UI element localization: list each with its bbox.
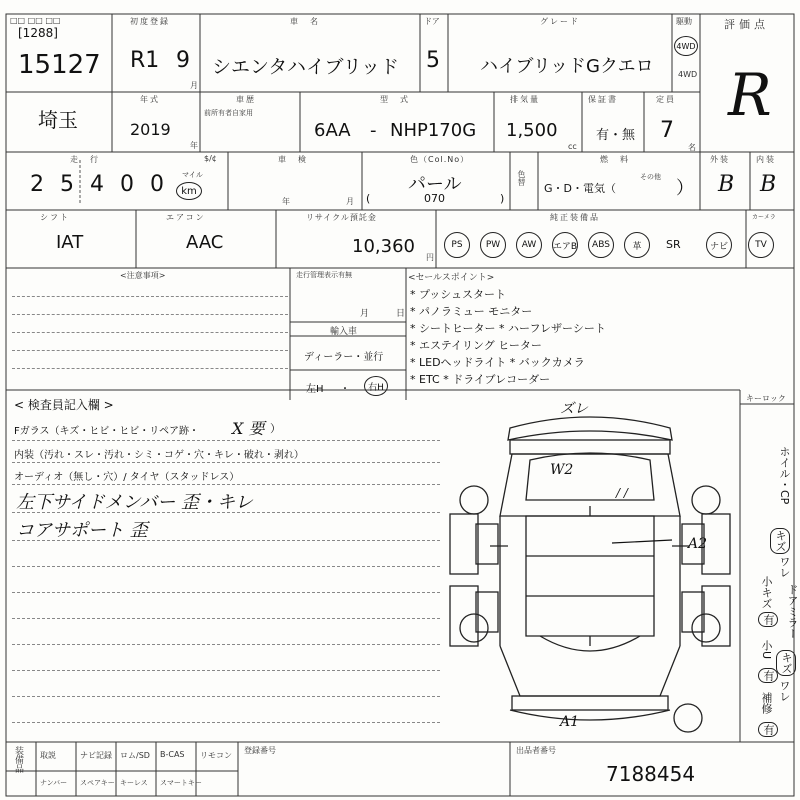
equipment-item: TV bbox=[748, 232, 774, 258]
steering-dot: ・ bbox=[340, 384, 350, 395]
equipment-item: SR bbox=[666, 238, 681, 251]
inspector-title: < 検査員記入欄 > bbox=[14, 398, 114, 412]
mileage-mile: マイル bbox=[182, 171, 203, 179]
side-text-3: ワレ bbox=[778, 556, 791, 578]
fuel-label: 燃 料 bbox=[600, 155, 630, 164]
mileage-digit: 0 bbox=[150, 172, 164, 197]
color: パール bbox=[408, 174, 462, 195]
year-unit: 年 bbox=[190, 141, 198, 150]
sales-point: * ETC * ドライブレコーダー bbox=[410, 373, 551, 386]
sheet-ref: □□ □□ □□ bbox=[10, 16, 61, 25]
equipment-item: ナビ bbox=[706, 232, 732, 258]
first-reg-label: 初度登録 bbox=[130, 17, 170, 26]
inspector-line bbox=[12, 618, 440, 619]
import-label: 車歴 bbox=[236, 95, 256, 104]
model-label: 型 式 bbox=[380, 95, 410, 104]
sales-point: * パノラミュー モニター bbox=[410, 305, 533, 318]
steering-right: 右H bbox=[364, 376, 388, 396]
mark-a1: A1 bbox=[560, 714, 580, 730]
keylock-label: キーロック bbox=[746, 394, 786, 403]
mileage-digit: 0 bbox=[120, 172, 134, 197]
region: 埼玉 bbox=[38, 108, 78, 132]
score-label: 評価点 bbox=[724, 18, 769, 31]
footer-item: ナビ記録 bbox=[80, 751, 112, 760]
drive-label: 駆動 bbox=[676, 17, 692, 26]
footer-item: ロム/SD bbox=[120, 751, 150, 760]
mark-slash: / / bbox=[616, 486, 628, 500]
sales-point: * シートヒーター * ハーフレザーシート bbox=[410, 322, 606, 335]
notes-line bbox=[12, 350, 288, 351]
cc-unit: cc bbox=[568, 142, 577, 151]
grade-label: グレード bbox=[540, 17, 580, 26]
fuel-other: その他 bbox=[640, 173, 661, 181]
recycle-fee: 10,360 bbox=[352, 236, 415, 257]
mileage-label: 走 行 bbox=[70, 155, 100, 164]
era: R1 bbox=[130, 48, 160, 73]
inspector-line bbox=[12, 644, 440, 645]
footer-item: キーレス bbox=[120, 779, 148, 787]
record-month: 月 bbox=[360, 309, 370, 319]
sales-point: * LEDヘッドライト * バックカメラ bbox=[410, 356, 585, 369]
footer-label: 装備品 bbox=[13, 746, 23, 773]
fuel-close: ） bbox=[676, 178, 694, 199]
interior-label: 内装 bbox=[756, 155, 776, 164]
sales-label: <セールスポイント> bbox=[408, 273, 495, 283]
exterior-label: 外装 bbox=[710, 155, 730, 164]
side-text-2: キズ bbox=[770, 528, 790, 554]
aircon-label: エアコン bbox=[166, 213, 206, 222]
side-text-6: 有 bbox=[758, 612, 778, 627]
exhibitor-label: 出品者番号 bbox=[516, 746, 556, 755]
model-year: 2019 bbox=[130, 120, 171, 139]
side-text-7: 小U bbox=[760, 640, 773, 660]
model-dash: - bbox=[370, 120, 377, 141]
inspection-year-unit: 年 bbox=[282, 197, 290, 206]
footer-item: スマートキー bbox=[160, 779, 202, 787]
side-text-1: ホイル・CP bbox=[778, 446, 791, 505]
side-text-4: ドアミラー bbox=[786, 584, 799, 639]
notes-line bbox=[12, 368, 288, 369]
registration-label: 登録番号 bbox=[244, 746, 276, 755]
equipment-item: エアB bbox=[552, 232, 578, 258]
inspector-line1-close: ） bbox=[270, 422, 281, 435]
warranty: 有・無 bbox=[596, 128, 636, 143]
recolor-label: 色替 bbox=[517, 170, 526, 186]
lot-number: 15127 bbox=[18, 50, 101, 80]
equipment-item: PS bbox=[444, 232, 470, 258]
footer-item: スペアキー bbox=[80, 779, 115, 787]
footer-item: 取説 bbox=[40, 751, 56, 760]
inspector-line bbox=[12, 722, 440, 723]
aircon: AAC bbox=[186, 232, 224, 253]
mark-top: ズレ bbox=[560, 401, 588, 417]
month-unit: 月 bbox=[190, 81, 198, 90]
dealer-parallel: ディーラー・並行 bbox=[304, 352, 384, 363]
side-text-12: 有 bbox=[758, 722, 778, 737]
equipment-item: AW bbox=[516, 232, 542, 258]
shift-label: シフト bbox=[40, 213, 70, 222]
sales-point: * プッシュスタート bbox=[410, 288, 507, 301]
reg-month: 9 bbox=[176, 48, 190, 73]
notes-line bbox=[12, 296, 288, 297]
inspector-line2: 内装（汚れ・スレ・汚れ・シミ・コゲ・穴・キレ・破れ・剥れ） bbox=[14, 450, 304, 461]
seats-unit: 名 bbox=[688, 143, 696, 152]
inspector-handwriting-1: 左下サイドメンバー 歪・キレ bbox=[16, 492, 253, 513]
inspector-line bbox=[12, 592, 440, 593]
model-prefix: 6AA bbox=[314, 120, 351, 141]
side-text-8: 有 bbox=[758, 668, 778, 683]
import-car-label: 輸入車 bbox=[330, 327, 358, 337]
drive-4wd-circled: 4WD bbox=[674, 36, 698, 56]
inspector-line bbox=[12, 670, 440, 671]
engine-cc: 1,500 bbox=[506, 120, 558, 141]
car-name: シエンタハイブリッド bbox=[212, 56, 399, 78]
color-label: 色（Col.No） bbox=[410, 155, 470, 164]
side-text-9: キズ bbox=[776, 650, 796, 676]
warranty-label: 保証書 bbox=[588, 95, 618, 104]
recycle-label: リサイクル預託金 bbox=[306, 213, 377, 222]
inspector-line bbox=[12, 566, 440, 567]
inspector-line bbox=[12, 462, 440, 463]
color-paren-left: ( bbox=[366, 192, 371, 205]
score: R bbox=[728, 61, 772, 129]
inspection-label: 車 検 bbox=[278, 155, 308, 164]
inspector-line1: Fガラス（キズ・ヒビ・ヒビ・リペア跡・ bbox=[14, 426, 200, 437]
sales-point: * エステイリング ヒーター bbox=[410, 339, 542, 352]
inspector-line1-mark: X 要 bbox=[232, 419, 265, 438]
inspector-line bbox=[12, 440, 440, 441]
inspection-month-unit: 月 bbox=[346, 197, 354, 206]
yen-unit: 円 bbox=[426, 253, 434, 262]
mileage-digit: 4 bbox=[90, 172, 104, 197]
mileage-unit: km bbox=[176, 182, 202, 200]
door-label: ドア bbox=[424, 17, 440, 26]
side-text-11: 補修 bbox=[760, 692, 773, 714]
inspector-line bbox=[12, 696, 440, 697]
top-label: [1288] bbox=[18, 26, 58, 40]
camera-label: カーメラ bbox=[752, 214, 776, 221]
notes-line bbox=[12, 314, 288, 315]
drive-4wd: 4WD bbox=[678, 70, 698, 79]
inspector-line3: オーディオ（無し・穴）/ タイヤ（スタッドレス） bbox=[14, 472, 240, 483]
mark-w2: W2 bbox=[550, 462, 574, 478]
footer-item: ナンバー bbox=[40, 779, 68, 787]
mileage-record-label: 走行管理表示有無 bbox=[296, 271, 352, 279]
fuel: G・D・電気（ bbox=[544, 182, 616, 195]
import-note: 前所有者自家用 bbox=[204, 109, 253, 117]
record-day: 日 bbox=[396, 309, 406, 319]
side-text-5: 小キズ bbox=[760, 576, 773, 609]
exterior-grade: B bbox=[718, 172, 735, 197]
footer-item: B-CAS bbox=[160, 750, 185, 759]
steering-left: 左H bbox=[306, 384, 324, 395]
color-paren-right: ) bbox=[500, 192, 505, 205]
mileage-digit: 5 bbox=[60, 172, 74, 197]
grade: ハイブリッドGクエロ bbox=[480, 56, 654, 77]
equipment-label: 純正装備品 bbox=[550, 213, 600, 222]
cc-label: 排気量 bbox=[510, 95, 540, 104]
model-code: NHP170G bbox=[390, 120, 477, 141]
side-text-10: ワレ bbox=[778, 680, 791, 702]
currency-label: $/¢ bbox=[204, 154, 217, 163]
mileage-digit: 2 bbox=[30, 172, 44, 197]
seats: 7 bbox=[660, 118, 674, 143]
equipment-item: PW bbox=[480, 232, 506, 258]
notes-line bbox=[12, 332, 288, 333]
seats-label: 定員 bbox=[656, 95, 676, 104]
inspector-handwriting-2: コアサポート 歪 bbox=[16, 520, 148, 541]
notes-label: <注意事項> bbox=[120, 271, 166, 280]
mark-a2: A2 bbox=[688, 536, 708, 552]
footer-item: リモコン bbox=[200, 751, 232, 760]
car-name-label: 車 名 bbox=[290, 17, 320, 26]
equipment-item: ABS bbox=[588, 232, 614, 258]
interior-grade: B bbox=[760, 172, 777, 197]
car-diagram bbox=[440, 396, 740, 742]
year-label: 年式 bbox=[140, 95, 160, 104]
exhibitor-number: 7188454 bbox=[606, 762, 696, 786]
inspector-line bbox=[12, 484, 440, 485]
equipment-item: 革 bbox=[624, 232, 650, 258]
doors: 5 bbox=[426, 48, 440, 73]
color-code: 070 bbox=[424, 192, 445, 205]
shift: IAT bbox=[56, 232, 84, 253]
